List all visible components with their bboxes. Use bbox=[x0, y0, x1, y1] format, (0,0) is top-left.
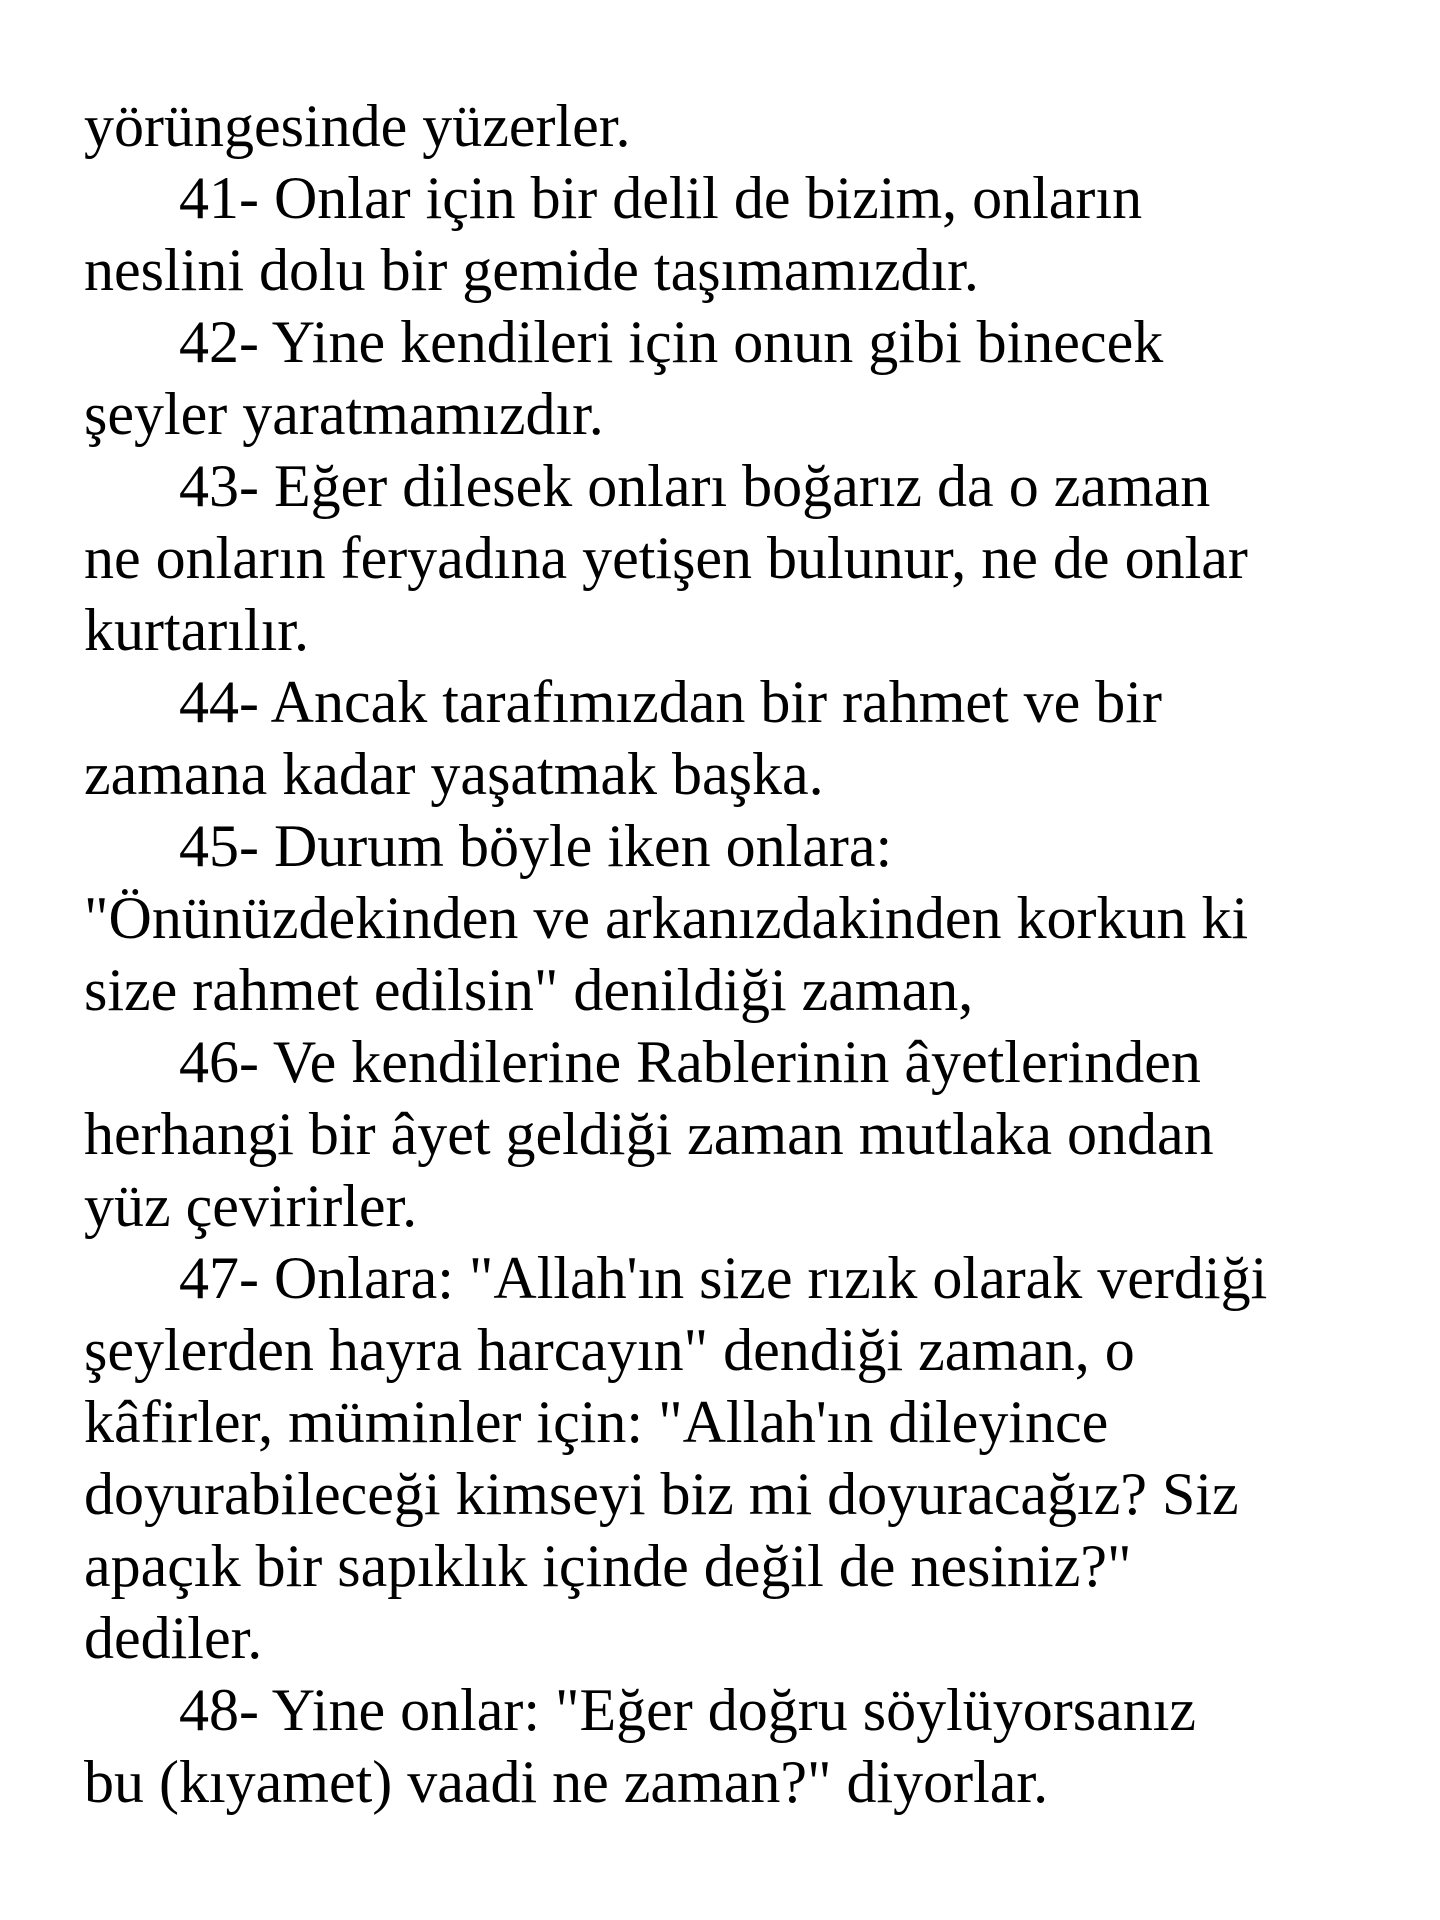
verse-45-start: 45- Durum böyle iken onlara: bbox=[179, 813, 893, 879]
verse-48-start: 48- Yine onlar: "Eğer doğru söylüyorsanız bbox=[179, 1677, 1197, 1743]
verse-47-start: 47- Onlara: "Allah'ın size rızık olarak verdiği bbox=[179, 1245, 1268, 1311]
text-line: doyurabileceği kimseyi biz mi doyuracağız? Siz bbox=[84, 1461, 1239, 1527]
text-line: neslini dolu bir gemide taşımamızdır. bbox=[84, 237, 979, 303]
text-line: zamana kadar yaşatmak başka. bbox=[84, 741, 824, 807]
verse-41-start: 41- Onlar için bir delil de bizim, onların bbox=[179, 165, 1143, 231]
verse-43-start: 43- Eğer dilesek onları boğarız da o zaman bbox=[179, 453, 1211, 519]
text-line: şeylerden hayra harcayın" dendiği zaman, o bbox=[84, 1317, 1135, 1383]
text-line: ne onların feryadına yetişen bulunur, ne de onlar bbox=[84, 525, 1248, 591]
verse-44-start: 44- Ancak tarafımızdan bir rahmet ve bir bbox=[179, 669, 1162, 735]
verse-46-start: 46- Ve kendilerine Rablerinin âyetlerinden bbox=[179, 1029, 1201, 1095]
text-line: size rahmet edilsin" denildiği zaman, bbox=[84, 957, 974, 1023]
text-line: bu (kıyamet) vaadi ne zaman?" diyorlar. bbox=[84, 1749, 1049, 1815]
verse-42-start: 42- Yine kendileri için onun gibi binecek bbox=[179, 309, 1164, 375]
text-line: "Önünüzdekinden ve arkanızdakinden korkun ki bbox=[84, 885, 1249, 951]
document-page bbox=[84, 90, 1404, 1818]
text-line: kurtarılır. bbox=[84, 597, 309, 663]
text-line: şeyler yaratmamızdır. bbox=[84, 381, 604, 447]
text-line: dediler. bbox=[84, 1605, 263, 1671]
text-line: herhangi bir âyet geldiği zaman mutlaka ondan bbox=[84, 1101, 1214, 1167]
text-line: yüz çevirirler. bbox=[84, 1173, 418, 1239]
text-line: apaçık bir sapıklık içinde değil de nesiniz?" bbox=[84, 1533, 1132, 1599]
text-line: yörüngesinde yüzerler. bbox=[84, 93, 631, 159]
text-line: kâfirler, müminler için: "Allah'ın dileyince bbox=[84, 1389, 1109, 1455]
